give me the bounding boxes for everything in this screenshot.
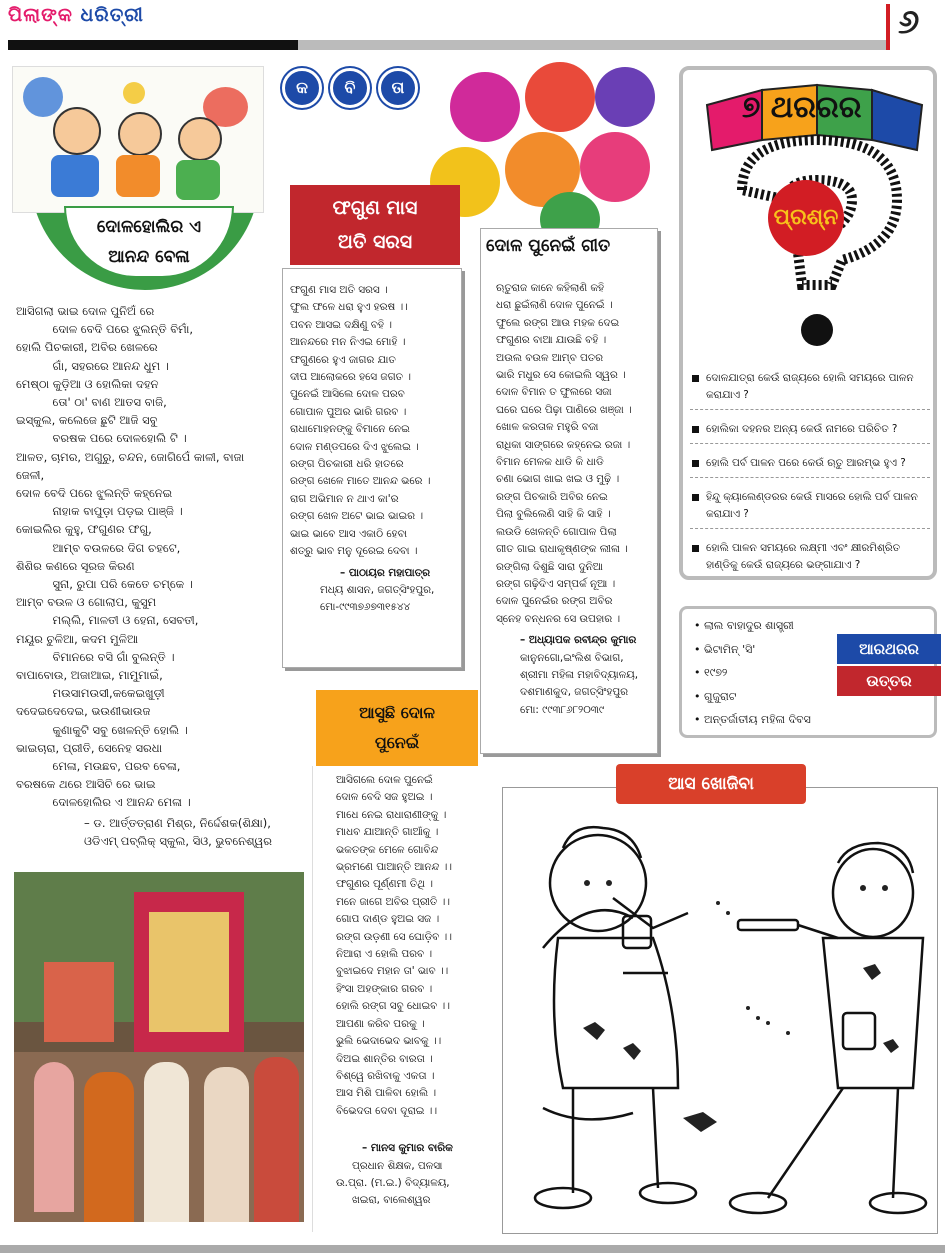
poem-line: ଫଗୁଣରେ ହୁଏ ଜାଗର ଯାତ	[290, 353, 396, 366]
kid-body	[176, 160, 220, 200]
poem-line: ରଙ୍ଗ ଉଡ଼ଣୀ ସେ ଘୋଡ଼ିବ ।।	[336, 930, 452, 943]
photo-person	[254, 1057, 299, 1222]
poem-line: ହୋଲି ରଙ୍ଗ ସବୁ ଧୋଇବ ।।	[336, 1000, 450, 1013]
poem-line: ଗାଁ, ସହରରେ ଆନନ୍ଦ ଧୁମ ।	[16, 358, 169, 373]
poem4-author-role: ପ୍ରଧାନ ଶିକ୍ଷକ, ପଳସା	[352, 1159, 443, 1172]
poem-line: ବିଶ୍ୱେ ରଖିବାକୁ ଏକତା ।	[336, 1069, 435, 1082]
quiz-question: ହିନ୍ଦୁ କ୍ୟାଲେଣ୍ଡରର କେଉଁ ମାସରେ ହୋଲି ପର୍ବ ପାଳନ କରାଯାଏ ?	[690, 489, 930, 529]
answers-tag-answer: ଉତ୍ତର	[837, 666, 941, 696]
poem-line: ଦୋଳ ବେଦି ପରେ ଝୁଲନ୍ତି କହ୍ନେଇ	[16, 486, 173, 501]
poem-line: ବିମାନ ମେଳକ ଧାଡି କି ଧାଡି	[496, 456, 604, 469]
dola-festival-photo	[14, 872, 304, 1222]
poem-line: ରଙ୍ଗ ପିଚକାରୀ ଧରି ହାତରେ	[290, 458, 404, 471]
poem-line: ମୟୂର ଚୁଳିଆ, କଦମ ମୁଳିଆ	[16, 631, 139, 646]
poem-line: ଆଳତ, ଚାମର, ଅଗୁରୁ, ଚନ୍ଦନ, ଜୋଗିପେଁ କାଳୀ, ବାଜା	[16, 449, 245, 464]
find-activity-panel	[502, 787, 938, 1234]
poem-line: ସୁନା, ରୁପା ପରି କେତେ ଚମ୍‌କେ ।	[16, 577, 193, 592]
poem3-body	[496, 280, 656, 719]
poem-line: ବାପାବୋଉ, ଅଜାଆଇ, ମାମୁମାଇଁ,	[16, 668, 163, 683]
kid-head	[178, 117, 222, 161]
answer-item: • ଭିଟାମିନ୍ 'ସି'	[694, 638, 844, 662]
poem-line: ଖୋଳ କରତାଳ ମହୁରି ବଜା	[496, 421, 599, 434]
poem-line: ମେଳା, ମଉଛବ, ପରବ ବେଳା,	[16, 759, 181, 774]
poem-line: ଫଗୁଣର ପୂର୍ଣ୍ଣମୀ ତିଥି ।	[336, 878, 433, 891]
poem-line: ଆମ୍ବ ବଉଳରେ ଦିଗ ଚହଟେ,	[16, 540, 181, 555]
poem-line: ଲଉଡି ଖେଳନ୍ତି ଗୋପାଳ ପିଲା	[496, 525, 617, 538]
poem-line: ମନେ ଜାଗେ ଅବିର ପ୍ରୀତି ।।	[336, 895, 450, 908]
poem-line: ଋତୁରାଜ କାନେ କହିଲାଣି କହି	[496, 282, 605, 294]
poem-line: ଭ୍ରମଣେ ପାଆନ୍ତି ଆନନ୍ଦ ।।	[336, 861, 452, 874]
photo-person	[144, 1062, 189, 1222]
quiz-questions	[690, 370, 930, 590]
poem-line: ଭୁଲି ଭେଦାଭେଦ ଭାବକୁ ।।	[336, 1035, 442, 1048]
color-bowl	[595, 67, 655, 127]
poem-line: ଦିଅଇ ଶାନ୍ତିର ବାରତା ।	[336, 1052, 433, 1065]
poem-line: ନିଆରା ଏ ହୋଲି ପରବ ।	[336, 948, 433, 961]
kabita-letter: କ	[282, 68, 322, 108]
poem-line: ରଙ୍ଗ ପିଚକାରି ଅବିର ନେଇ	[496, 490, 608, 503]
quiz-question: ହୋଲି ପର୍ବ ପାଳନ ପରେ କେଉଁ ଋତୁ ଆରମ୍ଭ ହୁଏ ?	[690, 455, 930, 478]
photo-palanquin-inner	[149, 912, 229, 1032]
quiz-question: ହୋଲି ପାଳନ ସମୟରେ ଲକ୍ଷ୍ମୀ ଏବଂ କ୍ଷୀରମିଶ୍ରିତ ହାଣ୍ଡିକୁ କେଉଁ ରାଜ୍ୟରେ ଭଙ୍ଗାଯାଏ ?	[690, 540, 930, 579]
find-activity-title: ଆସ ଖୋଜିବା	[616, 764, 806, 804]
quiz-question: ଦୋଳଯାତ୍ରା କେଉଁ ରାଜ୍ୟରେ ହୋଲି ସମୟରେ ପାଳନ କରାଯାଏ ?	[690, 370, 930, 410]
poem-line: ଦୋଳ ବିମାନ ତ ଫୁଲରେ ସଜା	[496, 386, 612, 399]
poem4-author-school: ଉ.ପ୍ରା. (ମ.ଇ.) ବିଦ୍ୟାଳୟ,	[336, 1176, 450, 1189]
poem-line: ଦୋଳ ମଣ୍ଡପରେ ଦିଏ ଝୁଲେଇ ।	[290, 440, 419, 453]
poem-line: ରଙ୍ଗ ଖେଳ ଅଟେ ଭାଇ ଭାଇର ।	[290, 510, 423, 523]
poem-line: ବିଭେଦତା ଦେବା ଦୂରାଇ ।।	[336, 1104, 438, 1117]
poem3-author-college: ଶ୍ରୀମା ମହିଳା ମହାବିଦ୍ୟାଳୟ,	[520, 668, 639, 681]
poem-line: ତୋ' ଠା' ବାଣ ଆତସ ବାଜି,	[16, 395, 167, 410]
kabita-badges	[282, 68, 426, 108]
poem-line: ପବନ ଆସଇ ଦକ୍ଷିଣୁ ବହି ।	[290, 318, 392, 331]
poem-line: ଇସ୍କୁଲ, କଲେଜେ ଛୁଟି ଆଜି ସବୁ	[16, 413, 158, 428]
poem2-author-place: ମଧ୍ୟ ଶାସନ, ଜଗତ୍‌ସିଂହପୁର,	[320, 583, 435, 596]
poem-line: ଦୀପ ଆଲୋକରେ ହସେ ଜଗତ ।	[290, 371, 411, 384]
poem-line: ଦଦେଇଦେଦେଇ, ଭଉଣୀଭାଉଜ	[16, 704, 151, 719]
poem-line: ଭାଇ ଭାବେ ଆସ ଏକାଠି ହେବା	[290, 527, 408, 540]
poem-line: ଶତ୍ରୁ ଭାବ ମନୁ ଦୂରେଇ ଦେବା ।	[290, 545, 418, 558]
poem4-author-place: ଖଇରା, ବାଲେଶ୍ୱର	[352, 1194, 431, 1207]
poem-line: ଭାରି ମଧୁର ସେ କୋଇଲି ସ୍ୱର ।	[496, 369, 626, 382]
poem-line: ଗୀତ ଗାଇ ରାଧାକୃଷ୍ଣଙ୍କ ଲୀଳା ।	[496, 543, 628, 556]
kid-head	[118, 112, 162, 156]
kabita-letter: ବି	[330, 68, 370, 108]
poem-line: ରାଧାମୋହନଙ୍କୁ ବିମାନେ ନେଇ	[290, 423, 410, 436]
poem-line: ମଲ୍ଲି, ମାଳତୀ ଓ ହେନା, ସେବତୀ,	[16, 613, 199, 628]
poem-line: ଘରେ ଘରେ ପିଢ଼ା ପାଣିରେ ଖଞ୍ଜା ।	[496, 403, 632, 416]
poem-line: ରଙ୍ଗ ଖେଳେ ମାତେ ଆନନ୍ଦ ଭରେ ।	[290, 475, 431, 488]
poem-line: ଦୋଳହୋଲିର ଏ ଆନନ୍ଦ ମେଳା ।	[16, 795, 191, 810]
photo-person	[34, 1062, 74, 1212]
kids-holi-illustration	[12, 66, 264, 213]
footer-rule	[0, 1245, 945, 1253]
answers-tag-previous: ଆରଥରର	[837, 634, 941, 664]
poem-line: ଆସିଗଲେ ଦୋଳ ପୁନେଇଁ	[336, 774, 433, 786]
poem-line: ଦୋଳ ବେଦି ସଜ ହୁଅଇ ।	[336, 791, 433, 804]
quiz-badge: ପ୍ରଶ୍ନ	[768, 180, 844, 256]
poem-line: ହିଂସା ଅହଙ୍କାର ଗରବ ।	[336, 982, 433, 995]
poem-line: ବିମାନରେ ବସି ଗାଁ ବୁଲନ୍ତି ।	[16, 649, 175, 664]
poem2-title: ଫଗୁଣ ମାସ ଅତି ସରସ	[290, 185, 460, 265]
answer-item: • ଲାଲ ବାହାଦୁର ଶାସ୍ତ୍ରୀ	[694, 614, 844, 638]
answers-list	[694, 614, 844, 732]
poem3-author-phone: ମୋ: ୯୯୩୮୬୮୨୦୩୯	[520, 703, 605, 716]
poem-line: ଆମ୍ବ ବଉଳ ଓ ଗୋଲାପ, କୁସୁମ	[16, 595, 157, 610]
quiz-question: ହୋଲିକା ଦହନର ଅନ୍ୟ କେଉଁ ନାମରେ ପରିଚିତ ?	[690, 421, 930, 444]
poem1-author: – ଡ. ଆର୍ତ୍ତତ୍ରାଣ ମିଶ୍ର, ନିର୍ଦ୍ଦେଶକ(ଶିକ୍ଷା),	[84, 815, 271, 830]
poem-line: ରାଧିକା ସାଙ୍ଗରେ କହ୍ନେଇ ରଜା ।	[496, 438, 631, 451]
poem-line: ମଉସାମଉସୀ,କକେଇଖୁଡ଼ୀ	[16, 686, 165, 701]
poem-line: ପିଲା ବୁଲିଲେଣି ସାହି କି ସାହି ।	[496, 508, 611, 521]
poem-line: ମାଧବ ଯାଆନ୍ତି ଗାଆଁକୁ ।	[336, 826, 439, 839]
poem2-body	[290, 282, 462, 617]
poem-line: ଶିଶିର କଣରେ ସୂରଜ କିରଣ	[16, 558, 135, 573]
poem-line: ଆସ ମିଶି ପାଳିବା ହୋଲି ।	[336, 1087, 436, 1100]
kid-body	[51, 155, 99, 197]
poem-line: ବରଷକ ପରେ ଦୋଳହୋଲି ଟି ।	[16, 431, 187, 446]
paint-splash	[123, 82, 145, 104]
poem-line: ଜେଳୀ,	[16, 467, 45, 482]
poem3-title: ଦୋଳ ପୁନେଇଁ ଗୀତ	[486, 236, 611, 256]
poem-line: ରଙ୍ଗିଲା ଦିଶୁଛି ସାରା ଦୁନିଆ	[496, 560, 603, 573]
poem-line: ରାଗ ଅଭିମାନ ନ ଥାଏ କା'ର	[290, 492, 399, 505]
poem-line: ହୋଲି ପିଚକାରୀ, ଅବିର ଖେଳରେ	[16, 340, 158, 355]
header-rule-black	[8, 40, 298, 50]
poem1-body	[16, 302, 296, 850]
kabita-letter: ତା	[378, 68, 418, 108]
answer-item: • ୧୯୭୨	[694, 661, 844, 685]
poem-line: କୋଇଲିର କୁହୁ, ଫଗୁଣର ଫଗୁ,	[16, 522, 152, 537]
header-rule-red	[886, 4, 890, 50]
poem-line: ଧରା ଛୁଇଁଲାଣି ଦୋଳ ପୁନେଇଁ ।	[496, 299, 613, 312]
photo-small-palanquin	[44, 962, 114, 1042]
poem1-title: ଦୋଳହୋଲିର ଏ ଆନନ୍ଦ ବେଳା	[64, 206, 234, 278]
poem-line: କୁଣାକୁଟି ସବୁ ଖେଳନ୍ତି ହୋଲି ।	[16, 722, 188, 737]
poem1-author-affiliation: ଓଡିଏମ୍ ପବ୍ଲିକ୍ ସ୍କୁଲ, ସିଓ, ଭୁବନେଶ୍ୱର	[84, 833, 272, 848]
poem-line: ଫୁଲ ଫଳେ ଧରା ହୁଏ ହରଷ ।।	[290, 301, 408, 314]
poem-line: ଆସିଗଲା ଭାଇ ଦୋଳ ପୁନିଅଁ ରେ	[16, 304, 155, 318]
photo-person	[84, 1072, 134, 1222]
poem-line: ସ୍ନେହ ବନ୍ଧନର ସେ ଉପହାର ।	[496, 612, 621, 625]
poem-line: ଫୁଲେ ରଙ୍ଗ ଆଉ ମହକ ଦେଇ	[496, 316, 620, 329]
header-rule-grey	[298, 40, 888, 50]
poem2-author: – ପାଠାୟର ମହାପାତ୍ର	[340, 566, 430, 579]
poem-line: ବୁଝାଇଦେ ମହାନ ତା' ଭାବ ।।	[336, 965, 449, 978]
poem2-author-phone: ମୋ-୯୯୩୭୬୭୩୧୫୪୪	[320, 601, 411, 614]
poem-line: ମେଷ୍ଠା କୁଡ଼ିଆ ଓ ହୋଲିକା ଦହନ	[16, 376, 159, 391]
poem4-title: ଆସୁଛି ଦୋଳ ପୁନେଇଁ	[316, 690, 478, 766]
poem-line: ବରଷକେ ଥରେ ଆସିଚି ରେ ଭାଇ	[16, 777, 156, 792]
poem-line: ଆପଣା କରିବ ପରକୁ ।	[336, 1017, 425, 1030]
poem4-body	[336, 772, 486, 1210]
color-bowl	[450, 72, 520, 142]
poem-line: ଫଗୁଣର ବାଆ ଯାଉଛି ବହି ।	[496, 334, 607, 347]
answer-item: • ଗୁଜୁରାଟ	[694, 685, 844, 709]
kid-body	[116, 155, 160, 197]
poem3-author-dept: କାନୁନଗୋ,ଇଂଲିଶ ବିଭାଗ,	[520, 651, 624, 664]
magazine-logo: ପିଲାଙ୍କ ଧରିତ୍ରୀ	[8, 4, 144, 26]
poem4-author: – ମାନସ କୁମାର ବାରିକ	[362, 1142, 453, 1155]
poem-line: ଚଣା ଭୋଗ ଖାଇ ଖଇ ଓ ମୁଢ଼ି ।	[496, 473, 620, 486]
poem-line: ନାହାକ ବାପୁଡ଼ା ପଡ଼ଇ ପାଞ୍ଜି ।	[16, 504, 183, 519]
poem-line: ଦୋଳ ପୁନେଇଁର ରଙ୍ଗ ଅବିର	[496, 595, 613, 608]
poem-line: ପୁନେଇଁ ଆସିଲେ ଦୋଳ ପରବ	[290, 388, 405, 401]
poem-line: ଫଗୁଣ ମାସ ଅତି ସରସ ।	[290, 284, 388, 296]
kid-head	[53, 107, 101, 155]
poem-line: ଅଉଲ ବଉଳ ଆମ୍ବ ପତର	[496, 351, 604, 364]
color-bowl	[580, 132, 650, 202]
page-number: ୬	[898, 2, 920, 42]
kids-playing-holi-drawing	[503, 788, 937, 1233]
poem-line: ଗୋପ ଦାଣ୍ଡ ହୁଅଇ ସଜ ।	[336, 913, 440, 926]
poem-line: ରଙ୍ଗ ଗଢ଼ିଦିଏ ସମ୍ପର୍କ ନୂଆ ।	[496, 577, 616, 590]
paint-splash	[23, 77, 63, 117]
poem-line: ଆନନ୍ଦରେ ମନ ନିଏଇ ମୋହି ।	[290, 336, 406, 349]
poem-line: ଦୋଳ ବେଦି ପରେ ଝୁଲନ୍ତି ବିମାଁ,	[16, 322, 194, 337]
poem-line: ଗୋପାଳ ପୁଅର ଭାରି ଗରବ ।	[290, 405, 407, 418]
poem3-author-place: ଦଶମାଣକୁଦ, ଜଗତ୍‌ସିଂହପୁର	[520, 686, 629, 699]
quiz-banner: ୭ ଥରରର	[742, 90, 862, 125]
poem-line: ଭାଇଚାରା, ପ୍ରୀତି, ସେନେହ ସରଧା	[16, 740, 163, 755]
answer-item: • ଅନ୍ତର୍ଜାତୀୟ ମହିଳା ଦିବସ	[694, 708, 844, 732]
poem-line: ମାଧେ ନେଇ ରାଧାରାଣୀଙ୍କୁ ।	[336, 808, 447, 821]
color-bowl	[525, 62, 595, 132]
photo-person	[204, 1067, 249, 1222]
poem-line: ଭକତଙ୍କ ମେଳେ ଗୋବିନ୍ଦ	[336, 843, 439, 856]
poem3-author: – ଅଧ୍ୟାପକ ରବୀନ୍ଦ୍ର କୁମାର	[520, 634, 637, 647]
